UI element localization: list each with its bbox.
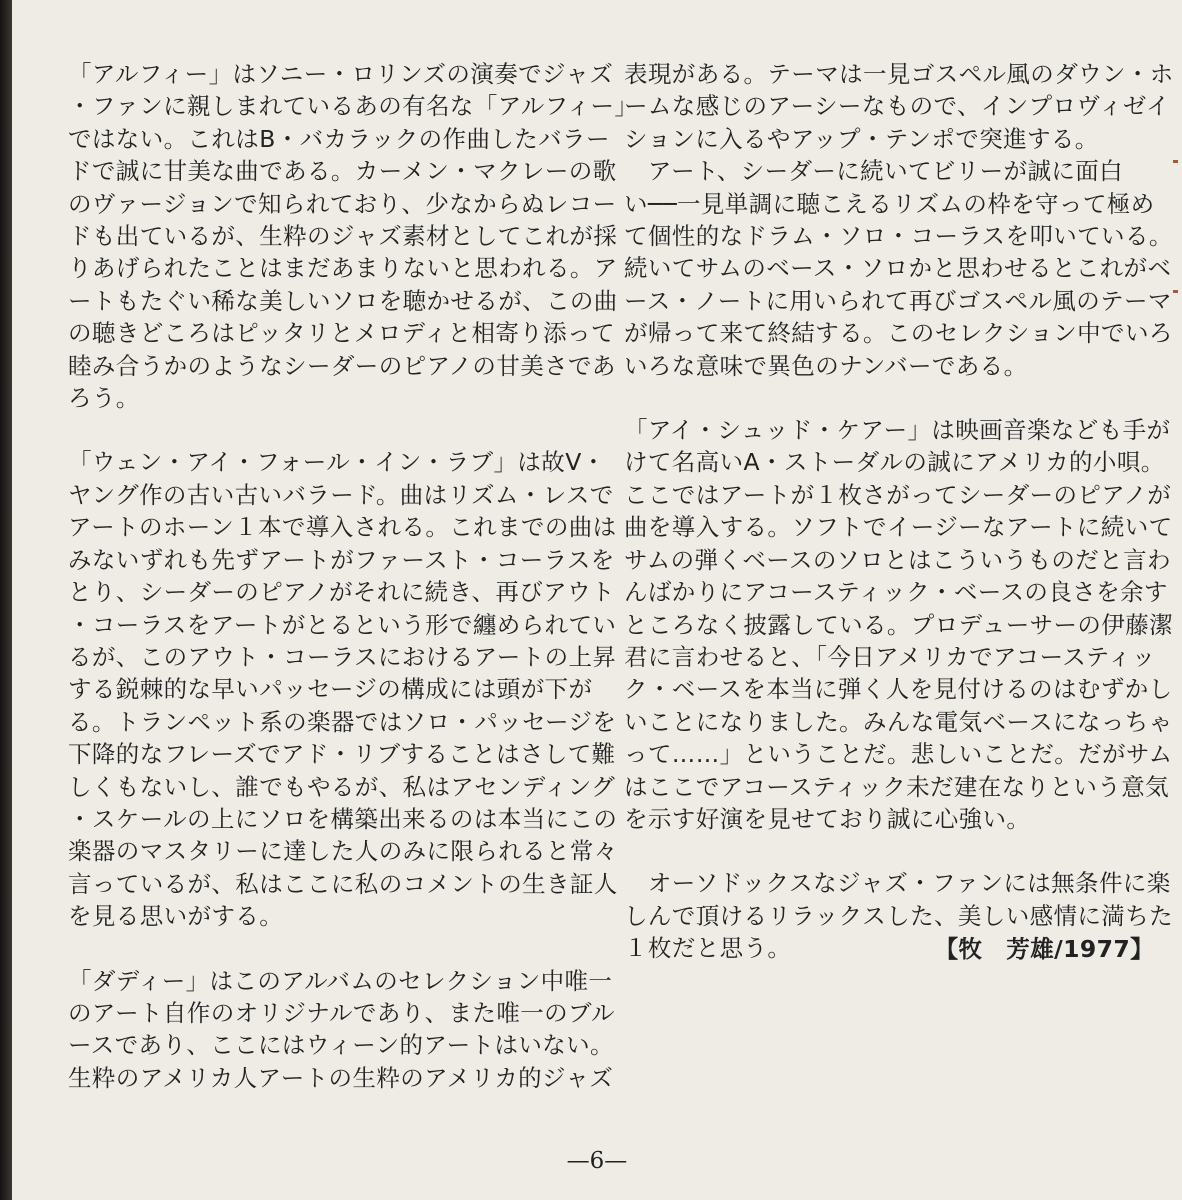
text-line: ヤング作の古い古いバラード。曲はリズム・レスで (68, 480, 614, 509)
text-line: ・スケールの上にソロを構築出来るのは本当にこの (68, 804, 618, 833)
text-line: んばかりにアコースティック・ベースの良さを余す (624, 578, 1168, 607)
binding-edge (0, 0, 12, 1200)
text-line: い──一見単調に聴こえるリズムの枠を守って極め (624, 189, 1155, 218)
paragraph-alfie (68, 58, 639, 414)
text-line: 君に言わせると、「今日アメリカでアコースティッ (624, 642, 1156, 671)
text-line: を見る思いがする。 (68, 902, 284, 931)
text-line: ドで誠に甘美な曲である。カーメン・マクレーの歌 (68, 157, 617, 186)
text-line: いことになりました。みんな電気ベースになっちゃ (624, 707, 1173, 736)
author-signature: 【牧 芳雄/1977】 (934, 934, 1154, 963)
text-line: るが、このアウト・コーラスにおけるアートの上昇 (68, 642, 617, 671)
text-line: しくもないし、誰でもやるが、私はアセンディング (68, 772, 616, 801)
paper-mark (1173, 160, 1178, 163)
text-line: はここでアコースティック未だ建在なりという意気 (624, 772, 1169, 801)
left-column (68, 58, 639, 1094)
text-line: って……」ということだ。悲しいことだ。だがサム (624, 740, 1173, 769)
text-line: のヴァージョンで知られており、少なからぬレコー (68, 189, 617, 218)
text-line: ・ファンに親しまれているあの有名な「アルフィー」 (68, 92, 639, 121)
paragraph-when-i-fall-in-love (68, 446, 618, 932)
text-line: ところなく披露している。プロデューサーの伊藤潔 (624, 610, 1173, 639)
text-line: 下降的なフレーズでアド・リブすることはさして難 (68, 740, 616, 769)
text-line: ここではアートが１枚さがってシーダーのピアノが (624, 480, 1172, 509)
text-line: けて名高いA・ストーダルの誠にアメリカ的小唄。 (624, 448, 1165, 477)
text-line: オーソドックスなジャズ・ファンには無条件に楽 (624, 869, 1171, 898)
paragraph-daddy (68, 965, 615, 1095)
text-line: の聴きどころはピッタリとメロディと相寄り添って (68, 319, 615, 348)
text-line: 表現がある。テーマは一見ゴスペル風のダウン・ホ (624, 60, 1174, 88)
text-line: 続いてサムのベース・ソロかと思わせるとこれがベ (624, 254, 1172, 283)
text-line: アート、シーダーに続いてビリーが誠に面白 (624, 157, 1124, 186)
text-line: 「アルフィー」はソニー・ロリンズの演奏でジャズ (68, 60, 614, 88)
paragraph-daddy-continued (624, 58, 1174, 382)
text-line: １枚だと思う。 (624, 934, 792, 963)
text-line: 曲を導入する。ソフトでイージーなアートに続いて (624, 513, 1173, 542)
text-line: しんで頂けるリラックスした、美しい感情に満ちた (624, 901, 1173, 930)
text-line: ースであり、ここにはウィーン的アートはいない。 (68, 1031, 614, 1060)
text-line: ートもたぐい稀な美しいソロを聴かせるが、この曲 (68, 286, 618, 315)
text-line: とり、シーダーのピアノがそれに続き、再びアウト (68, 578, 615, 607)
text-line: が帰って来て終結する。このセレクション中でいろ (624, 319, 1173, 348)
text-line: いろな意味で異色のナンバーである。 (624, 351, 1028, 380)
text-line: りあげられたことはまだあまりないと思われる。ア (68, 254, 618, 283)
text-line: 生粋のアメリカ人アートの生粋のアメリカ的ジャズ (68, 1063, 614, 1092)
text-line: ションに入るやアップ・テンポで突進する。 (624, 124, 1099, 153)
text-line: 言っているが、私はここに私のコメントの生き証人 (68, 869, 618, 898)
page-number: —6— (566, 1148, 628, 1174)
text-line: する鋭棘的な早いパッセージの構成には頭が下が (68, 675, 593, 704)
text-line: て個性的なドラム・ソロ・コーラスを叩いている。 (624, 222, 1173, 251)
text-line: ・コーラスをアートがとるという形で纏められてい (68, 610, 617, 639)
paragraph-i-should-care (624, 414, 1173, 835)
right-column (624, 58, 1174, 965)
text-line: る。トランペット系の楽器ではソロ・パッセージを (68, 707, 617, 736)
text-line: ろう。 (68, 384, 140, 413)
text-line: ース・ノートに用いられて再びゴスペル風のテーマ (624, 286, 1172, 315)
text-line: のアート自作のオリジナルであり、また唯一のブル (68, 998, 615, 1027)
text-line: アートのホーン１本で導入される。これまでの曲は (68, 513, 617, 542)
text-line: サムの弾くベースのソロとはこういうものだと言わ (624, 545, 1171, 574)
text-line: 楽器のマスタリーに達した人のみに限られると常々 (68, 837, 618, 866)
text-line: 睦み合うかのようなシーダーのピアノの甘美さであ (68, 351, 616, 380)
text-line: みないずれも先ずアートがファースト・コーラスを (68, 545, 615, 574)
text-line: ドも出ているが、生粋のジャズ素材としてこれが採 (68, 222, 618, 251)
booklet-page (12, 0, 1182, 1200)
text-line: を示す好演を見せており誠に心強い。 (624, 804, 1031, 833)
text-line: 「ウェン・アイ・フォール・イン・ラブ」は故V・ (68, 448, 606, 477)
text-line: 「アイ・シュッド・ケアー」は映画音楽なども手が (624, 416, 1171, 445)
text-line: ームな感じのアーシーなもので、インプロヴィゼイ (624, 92, 1170, 121)
text-line: ではない。これはB・バカラックの作曲したバラー (68, 124, 610, 153)
text-line: ク・ベースを本当に弾く人を見付けるのはむずかし (624, 675, 1173, 704)
text-line: 「ダディー」はこのアルバムのセレクション中唯一 (68, 966, 613, 995)
paper-mark (1173, 290, 1178, 293)
